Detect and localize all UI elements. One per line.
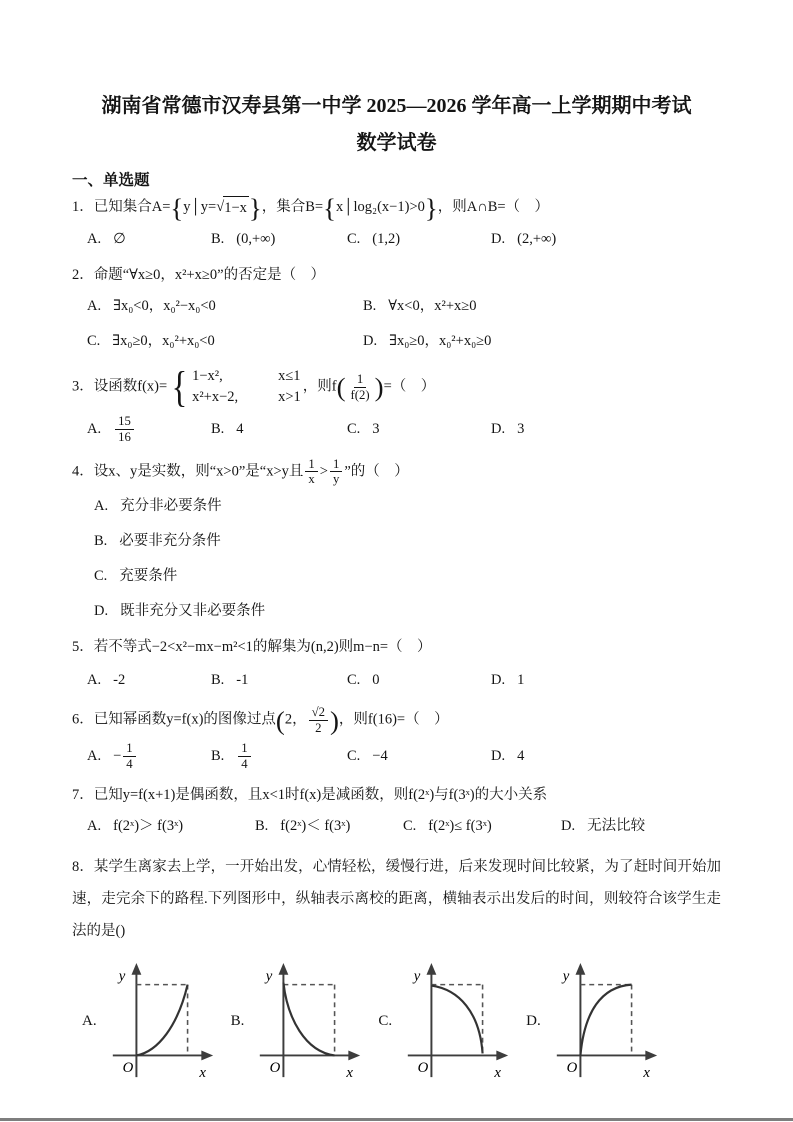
question-3-stem: [72, 362, 721, 411]
question-3-options: [72, 414, 721, 444]
question-7-stem: [72, 784, 721, 807]
option-content: [113, 298, 216, 314]
graph-b-plot: [250, 961, 368, 1083]
math-text: 6．已知幂函数y=f(x)的图像过点: [72, 711, 276, 728]
option-label: C.: [94, 567, 108, 584]
question-7: [72, 784, 721, 839]
piece-condition: x≤1: [278, 368, 301, 385]
option-content: [372, 672, 379, 688]
option-item: [561, 813, 721, 839]
option-item: [94, 598, 721, 624]
option-content: [428, 818, 491, 834]
option-label: D.: [491, 671, 506, 688]
denominator: 16: [118, 429, 131, 444]
exam-title-line1: 湖南省常德市汉寿县第一中学 2025—2026 学年高一上学期期中考试: [101, 95, 692, 117]
question-2-options: [72, 293, 721, 354]
option-content: [120, 603, 265, 619]
fraction: [123, 741, 135, 771]
question-6: [72, 705, 721, 772]
piece-condition: x>1: [278, 389, 301, 406]
numerator: 1: [305, 457, 317, 473]
option-label: C.: [347, 231, 361, 248]
question-4-stem: [72, 457, 721, 487]
option-label: A.: [87, 747, 102, 764]
question-5-stem: [72, 636, 721, 659]
big-delimiter: (: [336, 372, 346, 403]
graph-option-c: [378, 961, 516, 1083]
graph-option-d: [526, 961, 665, 1083]
numerator: 15: [115, 414, 134, 430]
option-content: [372, 421, 379, 437]
option-item: [87, 293, 363, 319]
math-text: >: [319, 463, 328, 480]
math-text: 5．若不等式−2<x²−mx−m²<1的解集为(n,2)则m−n=（ ）: [72, 638, 432, 655]
question-8-stem: [72, 851, 721, 947]
graph-c-label: C.: [378, 1013, 393, 1030]
piecewise-row: [192, 387, 301, 408]
x-axis-label: x: [643, 1064, 650, 1081]
option-item: [87, 226, 211, 252]
math-text: 2，: [284, 711, 307, 728]
fraction: [238, 741, 250, 771]
option-item: [347, 226, 491, 252]
math-text: ，集合B=: [261, 199, 324, 216]
y-axis-label: y: [266, 968, 273, 985]
graph-option-a: [82, 961, 221, 1083]
fraction: [330, 457, 342, 487]
x-axis-arrow-icon: [201, 1050, 213, 1060]
page-bottom-rule: [0, 1118, 793, 1121]
option-item: [347, 416, 491, 442]
option-item: [87, 741, 211, 771]
option-item: [363, 293, 721, 319]
option-label: A.: [87, 671, 102, 688]
math-text: 3: [517, 421, 525, 438]
math-text: x│log₂(x−1)>0: [336, 199, 425, 216]
origin-label: O: [270, 1059, 281, 1076]
graph-a-label: A.: [82, 1013, 97, 1030]
option-item: [94, 528, 721, 554]
question-5-options: [72, 667, 721, 693]
option-item: [87, 414, 211, 444]
option-label: C.: [347, 748, 361, 765]
big-delimiter: {: [170, 193, 184, 223]
math-text: f(2ˣ)＜ f(3ˣ): [280, 817, 351, 834]
math-text: 0: [372, 671, 380, 688]
option-content: [587, 818, 645, 834]
math-text: ，则f(16)=（ ）: [338, 711, 449, 728]
question-8: [72, 851, 721, 947]
option-content: [517, 748, 524, 764]
option-label: B.: [211, 421, 225, 438]
fraction: [115, 414, 134, 444]
math-text: ，则A∩B=（ ）: [437, 199, 550, 216]
option-content: [120, 498, 222, 514]
y-axis-arrow-icon: [279, 963, 289, 975]
denominator: 2: [315, 720, 322, 735]
math-text: 2．命题“∀x≥0，x²+x≥0”的否定是（ ）: [72, 267, 326, 284]
numerator: 1: [330, 457, 342, 473]
option-label: C.: [403, 817, 417, 834]
option-content: [236, 672, 248, 688]
graph-d-label: D.: [526, 1013, 541, 1030]
option-item: [347, 743, 491, 769]
math-text: (2,+∞): [517, 231, 557, 248]
math-text: 既非充分又非必要条件: [120, 602, 266, 619]
big-delimiter: }: [248, 193, 262, 223]
question-2: [72, 264, 721, 354]
option-content: [280, 818, 350, 834]
option-label: D.: [491, 421, 506, 438]
option-label: A.: [87, 420, 102, 437]
x-axis-label: x: [346, 1064, 354, 1081]
curve-concave-up-decreasing: [284, 982, 335, 1055]
option-label: D.: [561, 817, 576, 834]
graph-a-plot: [103, 961, 221, 1083]
x-axis-label: x: [198, 1064, 206, 1081]
math-text: -2: [113, 671, 126, 688]
option-content: [517, 231, 556, 247]
question-7-options: [72, 813, 721, 839]
exam-title-line2: 数学试卷: [356, 132, 437, 154]
radical-sign-icon: √: [216, 199, 225, 216]
math-text: 4: [517, 748, 525, 765]
option-content: [388, 298, 476, 314]
option-label: A.: [94, 497, 109, 514]
math-text: 1．已知集合A=: [72, 199, 171, 216]
question-3: [72, 362, 721, 444]
math-text: −4: [372, 748, 388, 765]
piece-expression: 1−x²,: [192, 368, 223, 385]
option-item: [211, 416, 347, 442]
x-axis-arrow-icon: [349, 1050, 361, 1060]
math-text: ”的（ ）: [344, 463, 409, 480]
option-label: D.: [94, 602, 109, 619]
math-text: f(2ˣ)＞ f(3ˣ): [113, 817, 184, 834]
math-text: 充分非必要条件: [120, 497, 222, 514]
graph-d-plot: [547, 961, 665, 1083]
option-content: [113, 818, 183, 834]
option-label: C.: [347, 671, 361, 688]
question-1-options: [72, 226, 721, 252]
square-root: [216, 196, 249, 220]
option-content: [236, 421, 243, 437]
option-label: B.: [363, 298, 377, 315]
option-label: B.: [94, 532, 108, 549]
option-label: B.: [211, 231, 225, 248]
denominator: 4: [241, 756, 248, 771]
piecewise-rows: [192, 366, 301, 408]
y-axis-arrow-icon: [427, 963, 437, 975]
math-text: 3: [372, 421, 380, 438]
dashed-guides: [136, 984, 187, 1055]
option-item: [491, 226, 721, 252]
question-6-stem: [72, 705, 721, 735]
option-content: [517, 672, 524, 688]
denominator: y: [332, 472, 340, 487]
option-label: B.: [211, 747, 225, 764]
option-label: A.: [87, 298, 102, 315]
option-content: [389, 333, 491, 349]
math-text: 充要条件: [119, 567, 178, 584]
x-axis-arrow-icon: [645, 1050, 657, 1060]
math-text: 必要非充分条件: [119, 532, 221, 549]
origin-label: O: [417, 1059, 429, 1076]
option-content: [113, 741, 138, 771]
math-text: ∃x₀≥0，x₀²+x₀<0: [112, 333, 215, 350]
option-content: [113, 231, 126, 247]
option-label: A.: [87, 817, 102, 834]
y-axis-label: y: [562, 968, 569, 985]
option-content: [113, 414, 136, 444]
option-item: [255, 813, 403, 839]
math-text: 3．设函数f(x)=: [72, 378, 168, 395]
x-axis-arrow-icon: [496, 1050, 508, 1060]
option-item: [211, 226, 347, 252]
numerator: 1: [123, 741, 135, 757]
option-item: [94, 563, 721, 589]
option-item: [211, 667, 347, 693]
brace-icon: {: [171, 362, 188, 411]
question-1: [72, 193, 721, 252]
fraction: [348, 372, 373, 402]
option-item: [211, 741, 347, 771]
option-content: [372, 748, 387, 764]
option-item: [491, 416, 721, 442]
y-axis-arrow-icon: [575, 963, 585, 975]
question-5: [72, 636, 721, 693]
fraction: [305, 457, 317, 487]
question-8-graphs: [72, 961, 721, 1083]
option-content: [517, 421, 524, 437]
option-content: [119, 568, 177, 584]
math-text: ∀x<0，x²+x≥0: [388, 298, 477, 315]
big-delimiter: ): [329, 705, 339, 736]
denominator: f(2): [350, 387, 370, 402]
big-delimiter: {: [323, 193, 336, 223]
math-text: ∃x₀≥0，x₀²+x₀≥0: [389, 333, 492, 350]
math-text: −: [113, 747, 122, 764]
option-content: [372, 231, 400, 247]
option-label: D.: [363, 333, 378, 350]
y-axis-label: y: [413, 968, 421, 985]
math-text: (1,2): [372, 231, 401, 248]
graph-b-label: B.: [230, 1013, 245, 1030]
question-6-options: [72, 741, 721, 771]
option-label: C.: [347, 421, 361, 438]
math-text: 4: [236, 421, 244, 438]
x-axis-label: x: [494, 1064, 502, 1081]
math-text: ，则f: [302, 378, 337, 395]
option-label: B.: [255, 817, 269, 834]
math-text: 7．已知y=f(x+1)是偶函数，且x<1时f(x)是减函数，则f(2ˣ)与f(3ˣ)的大小关系: [72, 786, 548, 803]
question-2-stem: [72, 264, 721, 287]
option-label: C.: [87, 333, 101, 350]
graph-c-plot: [398, 961, 516, 1083]
numerator: 1: [354, 372, 366, 388]
big-delimiter: (: [275, 705, 285, 736]
fraction: [309, 705, 328, 735]
math-text: 8．某学生离家去上学，一开始出发，心情轻松，缓慢行进，后来发现时间比较紧，为了赶时间开始加速，走完余下的路程.下列图形中，纵轴表示离校的距离，横轴表示出发后的时间，则较符合该学生走法的是(): [72, 858, 721, 939]
option-item: [491, 743, 721, 769]
math-text: -1: [236, 671, 249, 688]
question-4: [72, 457, 721, 624]
piecewise-row: [192, 366, 301, 387]
option-item: [87, 813, 255, 839]
curve-concave-down-decreasing: [432, 985, 483, 1053]
y-axis-label: y: [118, 968, 125, 985]
math-text: =（ ）: [383, 378, 436, 395]
math-text: 无法比较: [587, 817, 646, 834]
origin-label: O: [122, 1059, 133, 1076]
curve-concave-down-increasing: [580, 984, 631, 1055]
option-content: [112, 333, 214, 349]
question-1-stem: [72, 193, 721, 223]
math-text: 1: [517, 671, 525, 688]
option-content: [236, 741, 252, 771]
math-text: ∃x₀<0，x₀²−x₀<0: [113, 298, 216, 315]
origin-label: O: [566, 1059, 578, 1076]
option-content: [119, 533, 221, 549]
section-heading-single-choice: 一、单选题: [72, 172, 150, 189]
math-text: y│y=: [183, 199, 217, 216]
radicand: 1−x: [223, 196, 249, 220]
question-4-options: [72, 493, 721, 624]
numerator: 1: [238, 741, 250, 757]
dashed-guides: [284, 984, 335, 1055]
option-item: [87, 328, 363, 354]
option-content: [113, 672, 125, 688]
math-text: ∅: [113, 231, 126, 248]
numerator: √2: [309, 705, 328, 721]
math-text: (0,+∞): [236, 231, 276, 248]
option-item: [347, 667, 491, 693]
option-label: D.: [491, 748, 506, 765]
big-delimiter: ): [374, 372, 384, 403]
math-text: 4．设x、y是实数，则“x>0”是“x>y且: [72, 463, 304, 480]
curve-concave-up-increasing: [136, 984, 187, 1055]
denominator: x: [308, 472, 315, 487]
y-axis-arrow-icon: [131, 963, 141, 975]
option-label: A.: [87, 231, 102, 248]
option-item: [403, 813, 561, 839]
option-label: D.: [491, 231, 506, 248]
option-item: [363, 328, 721, 354]
option-item: [491, 667, 721, 693]
denominator: 4: [126, 756, 133, 771]
piece-expression: x²+x−2,: [192, 389, 239, 406]
option-item: [87, 667, 211, 693]
piecewise-function: [169, 362, 301, 411]
math-text: f(2ˣ)≤ f(3ˣ): [428, 817, 492, 834]
option-label: B.: [211, 671, 225, 688]
graph-option-b: [231, 961, 369, 1083]
big-delimiter: }: [424, 193, 438, 223]
option-content: [236, 231, 275, 247]
option-item: [94, 493, 721, 519]
